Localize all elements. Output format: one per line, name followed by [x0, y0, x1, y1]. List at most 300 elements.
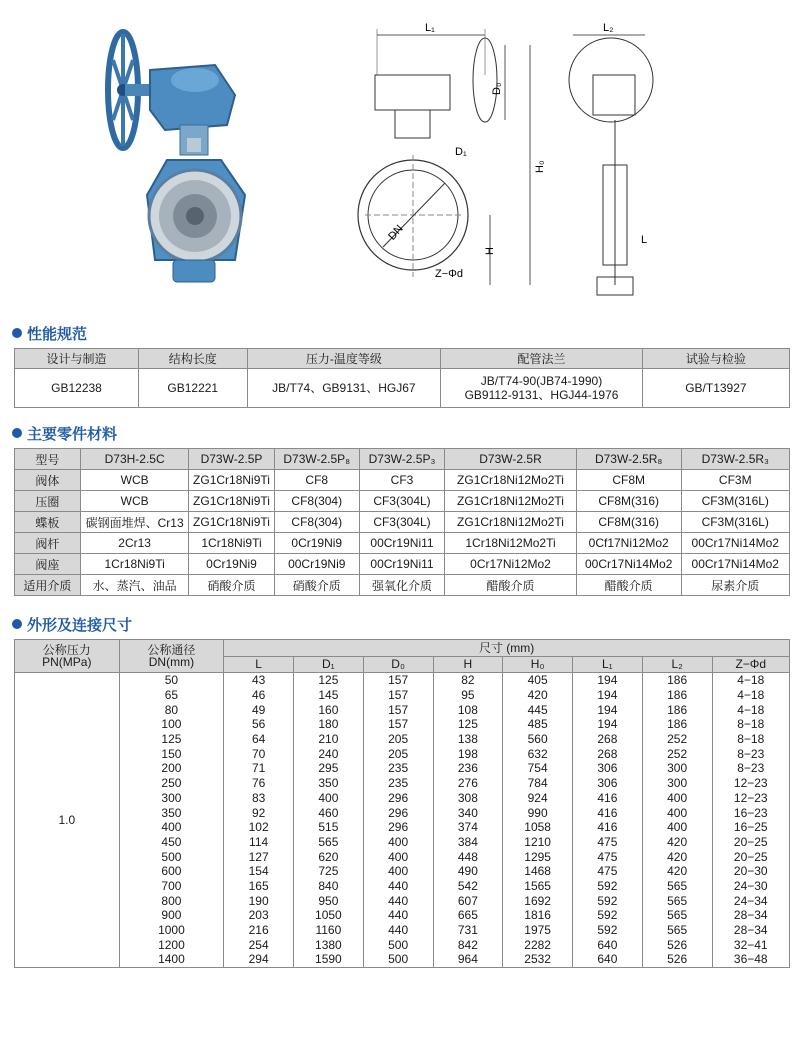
table-cell: 1Cr18Ni9Ti: [189, 533, 274, 554]
table-cell: 1975: [503, 923, 573, 938]
table-cell: 374: [433, 820, 503, 835]
column-header: L₁: [573, 656, 643, 673]
table-cell: 1058: [503, 820, 573, 835]
table-cell: 157: [363, 717, 433, 732]
table-row: [15, 717, 790, 732]
table-row: [15, 937, 790, 952]
table-row: [15, 746, 790, 761]
pn-header: 公称压力 PN(MPa): [15, 640, 120, 673]
table-cell: 1Cr18Ni9Ti: [80, 554, 189, 575]
table-cell: 632: [503, 746, 573, 761]
table-cell: CF3(304L): [359, 491, 444, 512]
table-row: [15, 864, 790, 879]
table-cell: 1565: [503, 879, 573, 894]
table-cell: 490: [433, 864, 503, 879]
table-cell: 76: [224, 776, 294, 791]
table-cell: 306: [573, 761, 643, 776]
bullet-icon: [12, 428, 22, 438]
table-row: [15, 512, 790, 533]
table-cell: 400: [642, 791, 712, 806]
row-header: 型号: [15, 449, 81, 470]
pn-value: 1.0: [15, 673, 120, 968]
table-header: 压力-温度等级: [247, 349, 441, 369]
table-cell: 840: [294, 879, 364, 894]
column-header: Z−Φd: [712, 656, 790, 673]
table-cell: CF3M(316L): [681, 491, 790, 512]
table-cell: 990: [503, 805, 573, 820]
table-cell: 0Cr17Ni12Mo2: [445, 554, 577, 575]
table-cell: 8−23: [712, 746, 790, 761]
table-cell: 64: [224, 732, 294, 747]
table-cell: 36−48: [712, 952, 790, 967]
table-cell: CF3M(316L): [681, 512, 790, 533]
dim-Zd: Z−Φd: [435, 268, 464, 280]
table-cell: 154: [224, 864, 294, 879]
table-cell: 186: [642, 688, 712, 703]
table-cell: 420: [642, 835, 712, 850]
table-cell: D73H-2.5C: [80, 449, 189, 470]
table-cell: 8−23: [712, 761, 790, 776]
table-cell: 46: [224, 688, 294, 703]
table-cell: CF3: [359, 470, 444, 491]
table-cell: 16−23: [712, 805, 790, 820]
table-cell: 1816: [503, 908, 573, 923]
table-row: [15, 952, 790, 967]
table-cell: 565: [642, 893, 712, 908]
table-cell: 565: [642, 923, 712, 938]
table-cell: 565: [642, 879, 712, 894]
table-cell: 194: [573, 688, 643, 703]
table-cell: 2Cr13: [80, 533, 189, 554]
table-row: [15, 575, 790, 596]
table-cell: ZG1Cr18Ni12Mo2Ti: [445, 470, 577, 491]
table-cell: 725: [294, 864, 364, 879]
table-cell: 49: [224, 702, 294, 717]
dn-value: 700: [119, 879, 224, 894]
table-cell: 醋酸介质: [576, 575, 681, 596]
column-header: L₂: [642, 656, 712, 673]
table-cell: 186: [642, 673, 712, 688]
dn-value: 125: [119, 732, 224, 747]
table-cell: 665: [433, 908, 503, 923]
table-cell: 4−18: [712, 702, 790, 717]
table-cell: 24−34: [712, 893, 790, 908]
table-cell: 190: [224, 893, 294, 908]
table-row: [15, 732, 790, 747]
dn-value: 300: [119, 791, 224, 806]
table-cell: 440: [363, 879, 433, 894]
table-cell: 00Cr17Ni14Mo2: [576, 554, 681, 575]
table-cell: 350: [294, 776, 364, 791]
table-cell: 尿素介质: [681, 575, 790, 596]
dim-H: H: [484, 247, 496, 255]
table-cell: 1295: [503, 849, 573, 864]
table-cell: 00Cr19Ni9: [274, 554, 359, 575]
table-cell: 20−30: [712, 864, 790, 879]
column-header: D₁: [294, 656, 364, 673]
table-cell: 268: [573, 732, 643, 747]
table-cell: GB/T13927: [642, 369, 789, 408]
table-cell: D73W-2.5R₈: [576, 449, 681, 470]
table-cell: 205: [363, 732, 433, 747]
dn-value: 150: [119, 746, 224, 761]
dim-D0: D₀: [491, 82, 503, 95]
table-cell: 102: [224, 820, 294, 835]
section-title-materials: 主要零件材料: [12, 423, 117, 443]
dn-header: 公称通径 DN(mm): [119, 640, 224, 673]
table-cell: 125: [433, 717, 503, 732]
table-cell: 420: [642, 849, 712, 864]
table-row: [15, 491, 790, 512]
table-cell: 235: [363, 776, 433, 791]
table-cell: 127: [224, 849, 294, 864]
table-header-row: [15, 449, 790, 470]
table-cell: 300: [642, 776, 712, 791]
table-cell: 硝酸介质: [274, 575, 359, 596]
table-cell: 400: [363, 864, 433, 879]
table-cell: 416: [573, 820, 643, 835]
table-cell: 194: [573, 673, 643, 688]
table-cell: 306: [573, 776, 643, 791]
table-cell: 731: [433, 923, 503, 938]
dn-value: 1000: [119, 923, 224, 938]
dim-DN: DN: [386, 222, 406, 243]
table-cell: 56: [224, 717, 294, 732]
table-cell: 924: [503, 791, 573, 806]
flange-line-1: JB/T74-90(JB74-1990): [480, 374, 603, 388]
dim-D1: D₁: [455, 146, 467, 158]
table-cell: WCB: [80, 491, 189, 512]
table-cell: 294: [224, 952, 294, 967]
table-cell: 308: [433, 791, 503, 806]
table-cell: 400: [642, 805, 712, 820]
table-cell: 24−30: [712, 879, 790, 894]
row-header: 阀杆: [15, 533, 81, 554]
dn-value: 800: [119, 893, 224, 908]
table-row: [15, 791, 790, 806]
table-cell: 125: [294, 673, 364, 688]
table-cell: 205: [363, 746, 433, 761]
dimensions-table: [14, 639, 790, 968]
row-header: 压圈: [15, 491, 81, 512]
table-cell: 水、蒸汽、油品: [80, 575, 189, 596]
table-cell: 296: [363, 791, 433, 806]
table-cell: 114: [224, 835, 294, 850]
table-cell: 620: [294, 849, 364, 864]
table-cell: 592: [573, 893, 643, 908]
table-cell: 252: [642, 746, 712, 761]
table-cell: 254: [224, 937, 294, 952]
table-cell: 560: [503, 732, 573, 747]
table-cell: 145: [294, 688, 364, 703]
table-cell: 0Cf17Ni12Mo2: [576, 533, 681, 554]
dn-value: 1400: [119, 952, 224, 967]
table-cell: WCB: [80, 470, 189, 491]
table-cell: CF8(304): [274, 491, 359, 512]
table-cell: CF3(304L): [359, 512, 444, 533]
table-cell: 157: [363, 673, 433, 688]
table-cell: 28−34: [712, 908, 790, 923]
table-cell: 12−23: [712, 791, 790, 806]
table-cell: 300: [642, 761, 712, 776]
table-cell: 295: [294, 761, 364, 776]
table-cell: 醋酸介质: [445, 575, 577, 596]
table-cell: ZG1Cr18Ni12Mo2Ti: [445, 512, 577, 533]
table-cell: 1160: [294, 923, 364, 938]
table-cell: 1468: [503, 864, 573, 879]
table-cell: 16−25: [712, 820, 790, 835]
table-cell: 1050: [294, 908, 364, 923]
table-cell: 43: [224, 673, 294, 688]
dn-value: 450: [119, 835, 224, 850]
table-cell: 445: [503, 702, 573, 717]
dn-value: 65: [119, 688, 224, 703]
table-cell: 592: [573, 908, 643, 923]
table-cell: 70: [224, 746, 294, 761]
table-cell: 460: [294, 805, 364, 820]
table-cell: 416: [573, 805, 643, 820]
dim-H0: H₀: [534, 160, 546, 173]
table-cell: 0Cr19Ni9: [189, 554, 274, 575]
table-cell: 00Cr19Ni11: [359, 533, 444, 554]
row-header: 阀体: [15, 470, 81, 491]
table-cell: ZG1Cr18Ni9Ti: [189, 470, 274, 491]
table-cell: 475: [573, 835, 643, 850]
table-cell: 194: [573, 702, 643, 717]
table-cell: 00Cr19Ni11: [359, 554, 444, 575]
table-cell: 592: [573, 923, 643, 938]
table-cell: 160: [294, 702, 364, 717]
table-cell: 1Cr18Ni12Mo2Ti: [445, 533, 577, 554]
table-cell: 240: [294, 746, 364, 761]
table-cell: 硝酸介质: [189, 575, 274, 596]
valve-photo: [95, 20, 265, 300]
table-cell: 00Cr17Ni14Mo2: [681, 554, 790, 575]
table-cell: CF8M: [576, 470, 681, 491]
table-cell: 82: [433, 673, 503, 688]
table-cell: 194: [573, 717, 643, 732]
bullet-icon: [12, 328, 22, 338]
table-cell: 157: [363, 702, 433, 717]
table-cell: 20−25: [712, 849, 790, 864]
table-cell: 405: [503, 673, 573, 688]
table-cell: ZG1Cr18Ni12Mo2Ti: [445, 491, 577, 512]
table-row: [15, 893, 790, 908]
table-cell: CF8M(316): [576, 512, 681, 533]
table-row: [15, 776, 790, 791]
dn-value: 350: [119, 805, 224, 820]
table-cell: 964: [433, 952, 503, 967]
table-cell: 2282: [503, 937, 573, 952]
section-title-spec: 性能规范: [12, 323, 87, 343]
table-cell: 12−23: [712, 776, 790, 791]
table-cell: 640: [573, 952, 643, 967]
table-row: [15, 688, 790, 703]
table-cell: 268: [573, 746, 643, 761]
table-cell: 475: [573, 864, 643, 879]
table-row: [15, 835, 790, 850]
table-row: [15, 805, 790, 820]
table-cell: 400: [294, 791, 364, 806]
table-row: [15, 702, 790, 717]
table-cell: 2532: [503, 952, 573, 967]
table-cell: 83: [224, 791, 294, 806]
table-cell: ZG1Cr18Ni9Ti: [189, 491, 274, 512]
table-cell: 0Cr19Ni9: [274, 533, 359, 554]
table-cell: 420: [642, 864, 712, 879]
column-header: H₀: [503, 656, 573, 673]
table-header: 试验与检验: [642, 349, 789, 369]
table-cell: ZG1Cr18Ni9Ti: [189, 512, 274, 533]
table-cell: 1380: [294, 937, 364, 952]
table-cell: 485: [503, 717, 573, 732]
table-cell: 碳钢面堆焊、Cr13: [80, 512, 189, 533]
column-header: D₀: [363, 656, 433, 673]
table-cell: 440: [363, 923, 433, 938]
table-cell: 784: [503, 776, 573, 791]
flange-line-2: GB9112-9131、HGJ44-1976: [464, 388, 619, 402]
table-cell: 203: [224, 908, 294, 923]
table-row: [15, 554, 790, 575]
table-cell: CF3M: [681, 470, 790, 491]
table-row: [15, 673, 790, 688]
table-cell: 448: [433, 849, 503, 864]
row-header: 蝶板: [15, 512, 81, 533]
table-row: [15, 879, 790, 894]
dn-value: 80: [119, 702, 224, 717]
table-cell: 526: [642, 952, 712, 967]
table-cell: 1692: [503, 893, 573, 908]
dn-value: 900: [119, 908, 224, 923]
table-cell: 640: [573, 937, 643, 952]
table-row: [15, 820, 790, 835]
table-cell: 186: [642, 702, 712, 717]
row-header: 阀座: [15, 554, 81, 575]
table-cell: D73W-2.5P₈: [274, 449, 359, 470]
table-cell: D73W-2.5P₃: [359, 449, 444, 470]
table-cell: 565: [294, 835, 364, 850]
table-cell: 32−41: [712, 937, 790, 952]
size-header: 尺寸 (mm): [224, 640, 790, 657]
bullet-icon: [12, 619, 22, 629]
table-cell: 8−18: [712, 717, 790, 732]
table-cell: 138: [433, 732, 503, 747]
table-row: [15, 470, 790, 491]
table-cell: 592: [573, 879, 643, 894]
dn-value: 50: [119, 673, 224, 688]
table-row: [15, 923, 790, 938]
section-title-dimensions: 外形及连接尺寸: [12, 614, 132, 634]
table-cell: 542: [433, 879, 503, 894]
table-cell: GB12238: [15, 369, 139, 408]
table-header: 配管法兰: [441, 349, 643, 369]
table-cell: 440: [363, 908, 433, 923]
table-cell: 28−34: [712, 923, 790, 938]
table-cell: 416: [573, 791, 643, 806]
table-cell: [441, 369, 643, 408]
table-cell: 276: [433, 776, 503, 791]
table-cell: 515: [294, 820, 364, 835]
table-cell: 20−25: [712, 835, 790, 850]
table-cell: 500: [363, 952, 433, 967]
dn-value: 400: [119, 820, 224, 835]
dim-L1: L₁: [425, 22, 435, 34]
table-cell: 157: [363, 688, 433, 703]
table-cell: 8−18: [712, 732, 790, 747]
table-cell: 296: [363, 820, 433, 835]
dn-value: 100: [119, 717, 224, 732]
table-row: [15, 908, 790, 923]
table-cell: 607: [433, 893, 503, 908]
column-header: H: [433, 656, 503, 673]
table-cell: D73W-2.5R: [445, 449, 577, 470]
dimension-drawing: [345, 15, 675, 305]
table-cell: 842: [433, 937, 503, 952]
table-cell: 252: [642, 732, 712, 747]
table-cell: 950: [294, 893, 364, 908]
row-header: 适用介质: [15, 575, 81, 596]
table-cell: D73W-2.5R₃: [681, 449, 790, 470]
table-cell: 71: [224, 761, 294, 776]
spec-table: [14, 348, 790, 408]
dn-value: 1200: [119, 937, 224, 952]
materials-table: [14, 448, 790, 596]
table-cell: 420: [503, 688, 573, 703]
dn-value: 200: [119, 761, 224, 776]
table-cell: 1210: [503, 835, 573, 850]
table-cell: 强氧化介质: [359, 575, 444, 596]
table-cell: 400: [363, 835, 433, 850]
table-cell: 440: [363, 893, 433, 908]
table-row: [15, 849, 790, 864]
table-cell: 754: [503, 761, 573, 776]
dn-value: 250: [119, 776, 224, 791]
table-cell: 95: [433, 688, 503, 703]
table-cell: 4−18: [712, 688, 790, 703]
table-cell: CF8(304): [274, 512, 359, 533]
table-cell: 92: [224, 805, 294, 820]
table-cell: 235: [363, 761, 433, 776]
table-cell: GB12221: [139, 369, 248, 408]
table-cell: 165: [224, 879, 294, 894]
table-cell: 565: [642, 908, 712, 923]
table-cell: 384: [433, 835, 503, 850]
dim-L: L: [641, 234, 648, 246]
table-cell: 186: [642, 717, 712, 732]
table-cell: D73W-2.5P: [189, 449, 274, 470]
table-header: 设计与制造: [15, 349, 139, 369]
table-cell: 00Cr17Ni14Mo2: [681, 533, 790, 554]
dn-value: 500: [119, 849, 224, 864]
table-cell: 340: [433, 805, 503, 820]
table-cell: 216: [224, 923, 294, 938]
table-cell: 400: [363, 849, 433, 864]
table-cell: 400: [642, 820, 712, 835]
dim-L2: L₂: [603, 22, 614, 34]
table-cell: 500: [363, 937, 433, 952]
table-cell: 296: [363, 805, 433, 820]
table-header: 结构长度: [139, 349, 248, 369]
table-cell: 210: [294, 732, 364, 747]
table-cell: CF8M(316): [576, 491, 681, 512]
table-cell: 180: [294, 717, 364, 732]
table-cell: 108: [433, 702, 503, 717]
table-row: [15, 761, 790, 776]
column-header: L: [224, 656, 294, 673]
dn-value: 600: [119, 864, 224, 879]
table-cell: 4−18: [712, 673, 790, 688]
table-cell: 475: [573, 849, 643, 864]
